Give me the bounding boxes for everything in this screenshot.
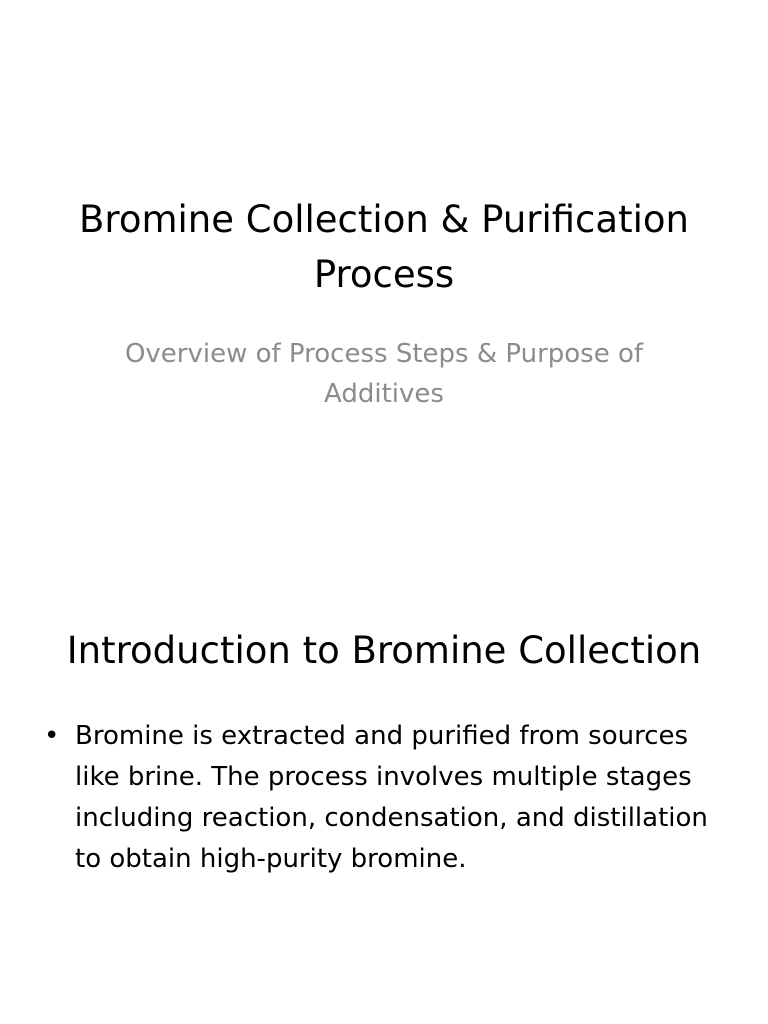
bullet-icon: • [44, 721, 60, 751]
slide-title: Bromine Collection & Purification Process [79, 198, 689, 296]
bullet-list [40, 716, 720, 880]
bullet-item [40, 716, 720, 880]
content-slide [0, 576, 768, 1024]
slide-title: Introduction to Bromine Collection [66, 629, 702, 672]
slide-subtitle: Overview of Process Steps & Purpose of Additives [124, 339, 644, 409]
bullet-text: Bromine is extracted and purified from sources like brine. The process involves multiple stages including reaction, condensation, and distillation to obtain high-purity bromine. [75, 721, 708, 874]
